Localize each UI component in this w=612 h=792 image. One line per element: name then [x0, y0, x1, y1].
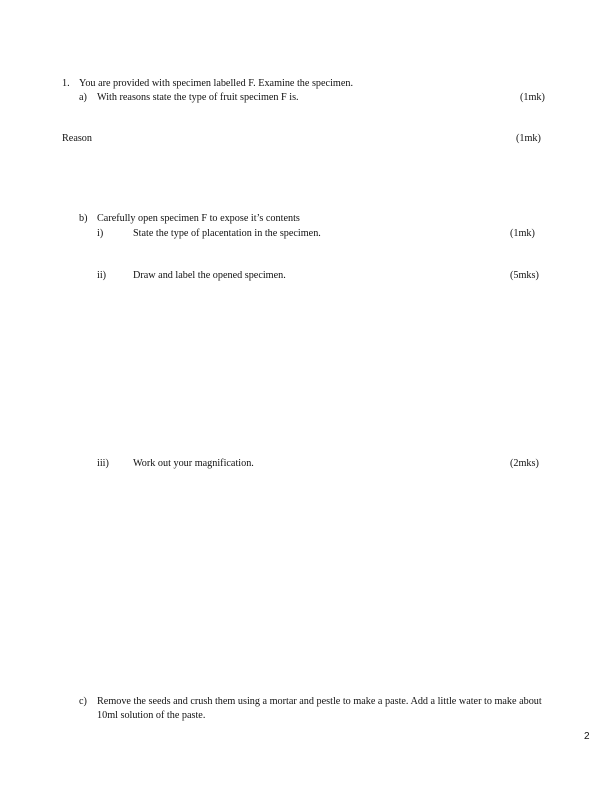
part-a-text: With reasons state the type of fruit specimen F is.: [97, 92, 299, 103]
part-b-i-label: i): [97, 228, 104, 239]
part-b-i-text: State the type of placentation in the specimen.: [133, 228, 321, 239]
part-c-line1: Remove the seeds and crush them using a mortar and pestle to make a paste. Add a little water to make about: [97, 696, 542, 707]
part-c-label: c): [79, 696, 87, 707]
part-b-ii-label: ii): [97, 270, 107, 281]
page-number: 2: [584, 731, 590, 742]
part-a-marks: (1mk): [520, 92, 545, 103]
part-b-text: Carefully open specimen F to expose it’s contents: [97, 213, 300, 224]
part-b-label: b): [79, 213, 88, 224]
part-b-iii-text: Work out your magnification.: [133, 458, 254, 469]
part-b-i-marks: (1mk): [510, 228, 535, 239]
part-b-ii-text: Draw and label the opened specimen.: [133, 270, 286, 281]
part-a-label: a): [79, 92, 87, 103]
part-b-ii-marks: (5mks): [510, 270, 539, 281]
question-number: 1.: [62, 78, 70, 89]
reason-marks: (1mk): [516, 133, 541, 144]
part-b-iii-label: iii): [97, 458, 109, 469]
reason-label: Reason: [62, 133, 92, 144]
part-b-iii-marks: (2mks): [510, 458, 539, 469]
part-c-line2: 10ml solution of the paste.: [97, 710, 206, 721]
question-intro: You are provided with specimen labelled F. Examine the specimen.: [79, 78, 353, 89]
